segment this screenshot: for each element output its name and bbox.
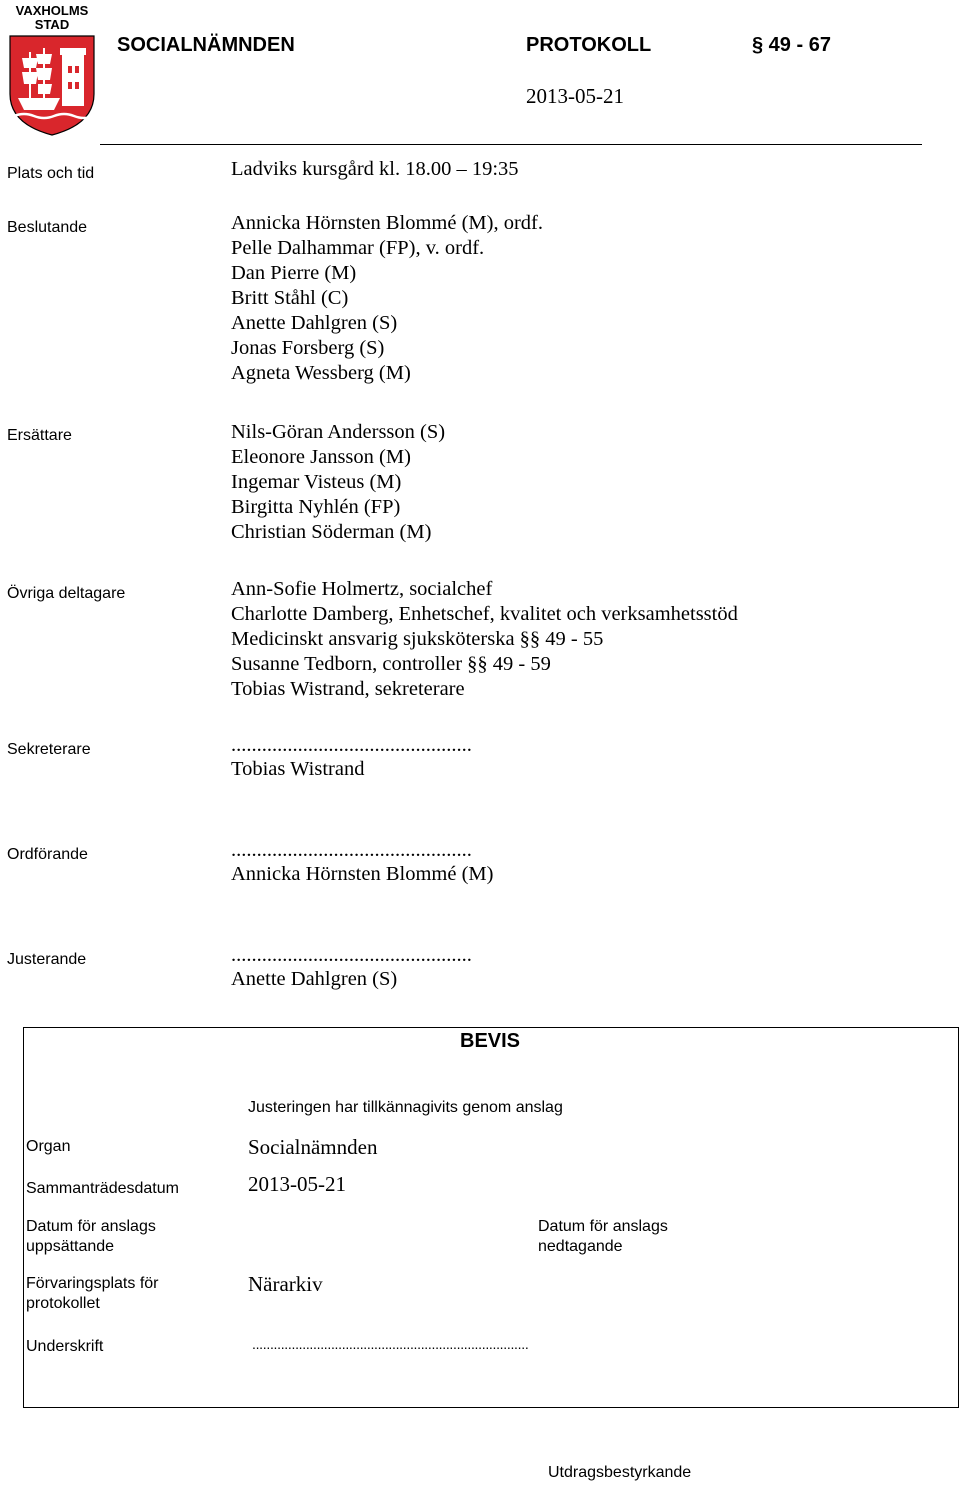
list-item: Christian Söderman (M) xyxy=(231,521,432,543)
posted-date-label-line1: Datum för anslags xyxy=(26,1218,156,1235)
list-item: Agneta Wessberg (M) xyxy=(231,362,411,384)
signature-line: ............................................................................. xyxy=(252,1336,529,1352)
list-item: Dan Pierre (M) xyxy=(231,262,357,284)
storage-label-line1: Förvaringsplats för xyxy=(26,1275,159,1292)
vaxholms-stad-logo xyxy=(4,2,100,138)
deciding-list xyxy=(231,211,543,386)
meeting-date-label: Sammanträdesdatum xyxy=(26,1180,179,1197)
header-org: SOCIALNÄMNDEN xyxy=(117,34,295,56)
removed-date-label-line2: nedtagande xyxy=(538,1238,623,1255)
footer-certified-extract: Utdragsbestyrkande xyxy=(548,1464,692,1481)
list-item: Jonas Forsberg (S) xyxy=(231,337,385,359)
header-date: 2013-05-21 xyxy=(526,84,624,108)
secretary-label: Sekreterare xyxy=(7,741,91,758)
chair-label: Ordförande xyxy=(7,846,88,863)
tower-icon xyxy=(62,54,84,106)
others-label: Övriga deltagare xyxy=(7,585,126,602)
header-divider xyxy=(100,144,922,145)
list-item: Medicinskt ansvarig sjuksköterska §§ 49 - 55 xyxy=(231,628,604,650)
list-item: Pelle Dalhammar (FP), v. ordf. xyxy=(231,237,485,259)
chair-signature-line: ............................................... xyxy=(231,839,472,861)
ship-icon xyxy=(18,98,60,110)
secretary-signature-line: ............................................... xyxy=(231,734,472,756)
list-item: Birgitta Nyhlén (FP) xyxy=(231,496,401,518)
list-item: Britt Ståhl (C) xyxy=(231,287,349,309)
adjuster-name: Anette Dahlgren (S) xyxy=(231,968,398,990)
substitutes-label: Ersättare xyxy=(7,427,72,444)
adjuster-signature-line: ............................................... xyxy=(231,944,472,966)
place-label: Plats och tid xyxy=(7,165,95,182)
certificate-subtitle: Justeringen har tillkännagivits genom anslag xyxy=(248,1099,563,1116)
list-item: Anette Dahlgren (S) xyxy=(231,312,398,334)
list-item: Tobias Wistrand, sekreterare xyxy=(231,678,465,700)
substitutes-list xyxy=(231,420,445,545)
certificate-title: BEVIS xyxy=(460,1030,521,1052)
logo-text-line2: STAD xyxy=(34,17,70,32)
storage-label xyxy=(26,1274,159,1314)
secretary-name: Tobias Wistrand xyxy=(231,758,365,780)
header-doc-type: PROTOKOLL xyxy=(526,34,652,56)
header-section-range: § 49 - 67 xyxy=(752,34,831,56)
organ-value: Socialnämnden xyxy=(248,1135,378,1159)
list-item: Nils-Göran Andersson (S) xyxy=(231,421,446,443)
list-item: Susanne Tedborn, controller §§ 49 - 59 xyxy=(231,653,551,675)
storage-label-line2: protokollet xyxy=(26,1295,100,1312)
organ-label: Organ xyxy=(26,1138,71,1155)
list-item: Eleonore Jansson (M) xyxy=(231,446,411,468)
deciding-label: Beslutande xyxy=(7,219,88,236)
chair-name: Annicka Hörnsten Blommé (M) xyxy=(231,863,494,885)
list-item: Annicka Hörnsten Blommé (M), ordf. xyxy=(231,212,543,234)
storage-value: Närarkiv xyxy=(248,1272,323,1296)
list-item: Ingemar Visteus (M) xyxy=(231,471,402,493)
meeting-date-value: 2013-05-21 xyxy=(248,1172,346,1196)
logo-text-line1: VAXHOLMS xyxy=(15,3,89,18)
removed-date-label-line1: Datum för anslags xyxy=(538,1218,668,1235)
posted-date-label-line2: uppsättande xyxy=(26,1238,115,1255)
others-list xyxy=(231,577,738,702)
signature-label: Underskrift xyxy=(26,1338,104,1355)
list-item: Ann-Sofie Holmertz, socialchef xyxy=(231,578,493,600)
removed-date-label xyxy=(538,1217,668,1257)
adjuster-label: Justerande xyxy=(7,951,87,968)
list-item: Charlotte Damberg, Enhetschef, kvalitet och verksamhetsstöd xyxy=(231,603,738,625)
posted-date-label xyxy=(26,1217,156,1257)
place-value: Ladviks kursgård kl. 18.00 – 19:35 xyxy=(231,158,519,180)
